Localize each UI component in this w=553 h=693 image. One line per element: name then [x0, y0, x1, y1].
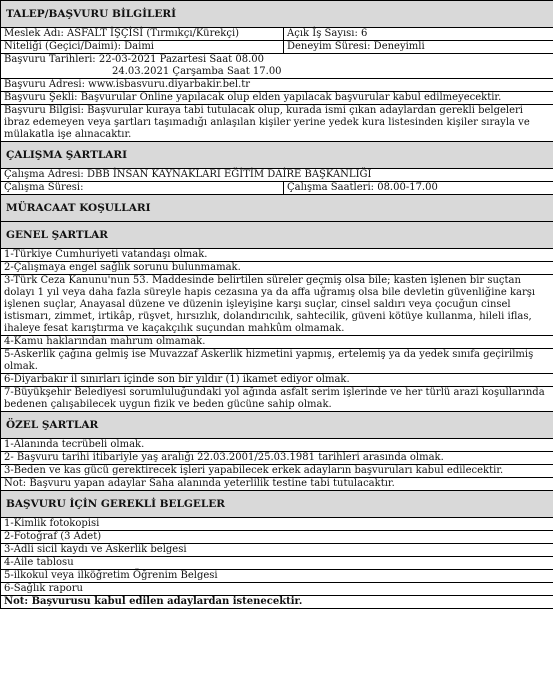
belgeler-header: BAŞVURU İÇİN GEREKLİ BELGELER: [1, 491, 553, 518]
basvuru-tarihleri: [1, 54, 553, 79]
calisma-suresi: Çalışma Süresi:: [1, 182, 284, 195]
niteligi: Niteliği (Geçici/Daimi): Daimi: [1, 41, 284, 54]
meslek-adi: Meslek Adı: ASFALT İŞÇİSİ (Tırmıkçı/Kürekçi): [1, 28, 284, 41]
talep-header: TALEP/BAŞVURU BİLGİLERİ: [1, 1, 553, 28]
calisma-saatleri: Çalışma Saatleri: 08.00-17.00: [284, 182, 553, 195]
ozel-sart: 2- Başvuru tarihi itibariyle yaş aralığı 22.03.2001/25.03.1981 tarihleri arasında olmak.: [1, 452, 553, 465]
genel-sart: 7-Büyükşehir Belediyesi sorumluluğundaki yol ağında asfalt serim işlerinde ve her türlü arazi koşullarında bedenen çalışabilecek uygun fizik ve beden gücüne sahip olmak.: [1, 387, 553, 412]
belge-item: 6-Sağlık raporu: [1, 583, 553, 596]
ozel-sart: 1-Alanında tecrübeli olmak.: [1, 439, 553, 452]
basvuru-tarihi-baslangic: Başvuru Tarihleri: 22-03-2021 Pazartesi Saat 08.00: [4, 54, 264, 65]
genel-sart: 3-Türk Ceza Kanunu'nun 53. Maddesinde belirtilen süreler geçmiş olsa bile; kasten işlenen bir suçtan dolayı 1 yıl veya daha fazla süreyle hapis cezasına ya da affa uğramış olsa bile devletin güvenliğine karşı işlenen suçlar, Anayasal düzene ve düzenin işleyişine karşı suçlar, cinsel saldırı veya çocuğun cinsel istismarı, zimmet, irtikâp, rüşvet, hırsızlık, dolandırıcılık, sahtecilik, güveni kötüye kullanma, hileli iflas, ihaleye fesat karıştırma ve kaçakçılık suçundan mahkûm olmamak.: [1, 275, 553, 336]
genel-sart: 2-Çalışmaya engel sağlık sorunu bulunmamak.: [1, 262, 553, 275]
deneyim-suresi: Deneyim Süresi: Deneyimli: [284, 41, 553, 54]
belgeler-note: Not: Başvurusu kabul edilen adaylardan istenecektir.: [1, 596, 553, 609]
basvuru-bilgisi: Başvuru Bilgisi: Başvurular kuraya tabi tutulacak olup, kurada ismi çıkan adaylardan gerekli belgeleri ibraz edemeyen veya şartları taşımadığı anlaşılan kişiler yerine yedek kura listesinden kişiler sırayla ve mülakatla işe alınacaktır.: [1, 105, 553, 142]
ozel-sart: 3-Beden ve kas gücü gerektirecek işleri yapabilecek erkek adayların başvuruları kabul edilecektir.: [1, 465, 553, 478]
belge-item: 4-Aile tablosu: [1, 557, 553, 570]
basvuru-sekli: Başvuru Şekli: Başvurular Online yapılacak olup elden yapılacak başvurular kabul edilmeyecektir.: [1, 92, 553, 105]
calisma-header: ÇALIŞMA ŞARTLARI: [1, 142, 553, 169]
genel-sart: 4-Kamu haklarından mahrum olmamak.: [1, 336, 553, 349]
muracaat-header: MÜRACAAT KOŞULLARI: [1, 195, 553, 222]
genel-header: GENEL ŞARTLAR: [1, 222, 553, 249]
genel-sart: 6-Diyarbakır il sınırları içinde son bir yıldır (1) ikamet ediyor olmak.: [1, 374, 553, 387]
ozel-header: ÖZEL ŞARTLAR: [1, 412, 553, 439]
belge-item: 1-Kimlik fotokopisi: [1, 518, 553, 531]
genel-sart: 1-Türkiye Cumhuriyeti vatandaşı olmak.: [1, 249, 553, 262]
acik-is-sayisi: Açık İş Sayısı: 6: [284, 28, 553, 41]
belge-item: 2-Fotoğraf (3 Adet): [1, 531, 553, 544]
basvuru-tarihi-bitis: 24.03.2021 Çarşamba Saat 17.00: [112, 66, 282, 77]
belge-item: 5-ilkokul veya ilköğretim Öğrenim Belgesi: [1, 570, 553, 583]
section-header-row: [1, 1, 553, 28]
calisma-adresi: Çalışma Adresi: DBB İNSAN KAYNAKLARI EĞİTİM DAİRE BAŞKANLIĞI: [1, 169, 553, 182]
basvuru-adresi: Başvuru Adresi: www.isbasvuru.diyarbakir.bel.tr: [1, 79, 553, 92]
belge-item: 3-Adli sicil kaydı ve Askerlik belgesi: [1, 544, 553, 557]
ozel-sart-not: Not: Başvuru yapan adaylar Saha alanında yeterlilik testine tabi tutulacaktır.: [1, 478, 553, 491]
genel-sart: 5-Askerlik çağına gelmiş ise Muvazzaf Askerlik hizmetini yapmış, ertelemiş ya da yedek sınıfa geçirilmiş olmak.: [1, 349, 553, 374]
